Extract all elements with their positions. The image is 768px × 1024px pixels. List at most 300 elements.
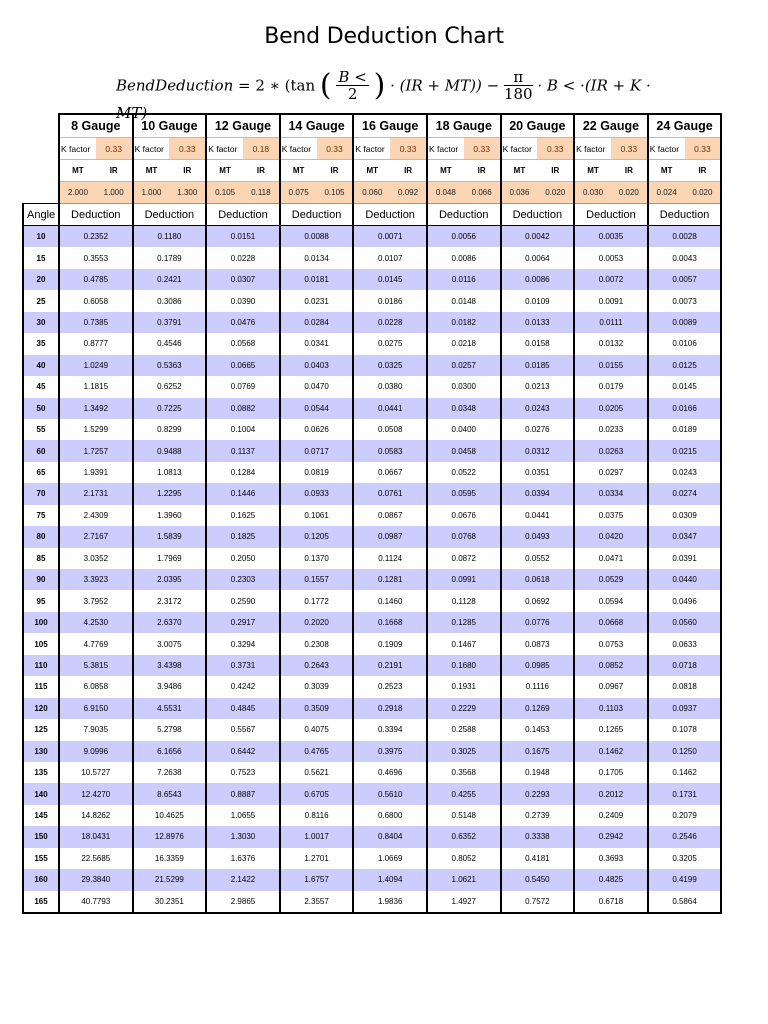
deduction-cell: 30.2351 — [133, 891, 207, 913]
angle-cell: 140 — [23, 783, 59, 804]
deduction-cell: 0.1446 — [206, 483, 280, 504]
deduction-cell: 0.0595 — [427, 483, 501, 504]
deduction-cell: 0.0667 — [353, 462, 427, 483]
deduction-cell: 2.7167 — [59, 526, 133, 547]
table-row — [23, 247, 721, 268]
deduction-cell: 0.3975 — [353, 741, 427, 762]
deduction-cell: 1.7969 — [133, 548, 207, 569]
deduction-cell: 0.0028 — [648, 226, 722, 248]
deduction-cell: 1.0249 — [59, 355, 133, 376]
formula-mid: · (IR + MT)) − — [390, 76, 500, 95]
deduction-cell: 0.0544 — [280, 398, 354, 419]
deduction-cell: 0.0493 — [501, 526, 575, 547]
deduction-cell: 2.9865 — [206, 891, 280, 913]
deduction-cell: 0.4199 — [648, 869, 722, 890]
deduction-cell: 0.8887 — [206, 783, 280, 804]
deduction-cell: 0.1731 — [648, 783, 722, 804]
deduction-cell: 0.9488 — [133, 440, 207, 461]
deduction-cell: 0.0071 — [353, 226, 427, 248]
mt-label: MT — [427, 160, 464, 182]
deduction-cell: 0.1557 — [280, 569, 354, 590]
deduction-cell: 0.7572 — [501, 891, 575, 913]
ir-value: 0.092 — [390, 182, 427, 204]
deduction-cell: 0.0134 — [280, 247, 354, 268]
deduction-cell: 3.3923 — [59, 569, 133, 590]
deduction-cell: 0.4255 — [427, 783, 501, 804]
deduction-cell: 1.2701 — [280, 848, 354, 869]
deduction-cell: 8.6543 — [133, 783, 207, 804]
mt-value: 0.105 — [206, 182, 243, 204]
mt-value: 1.000 — [133, 182, 170, 204]
deduction-cell: 0.0776 — [501, 612, 575, 633]
deduction-cell: 0.1909 — [353, 633, 427, 654]
deduction-cell: 1.4094 — [353, 869, 427, 890]
deduction-cell: 3.4398 — [133, 655, 207, 676]
deduction-cell: 0.2012 — [574, 783, 648, 804]
deduction-cell: 7.2638 — [133, 762, 207, 783]
deduction-cell: 0.0151 — [206, 226, 280, 248]
deduction-cell: 0.1789 — [133, 247, 207, 268]
ir-value: 0.020 — [685, 182, 722, 204]
mt-label: MT — [59, 160, 96, 182]
deduction-cell: 0.0818 — [648, 676, 722, 697]
deduction-cell: 0.0107 — [353, 247, 427, 268]
table-row — [23, 762, 721, 783]
kfactor-label: K factor — [574, 138, 611, 160]
kfactor-label: K factor — [59, 138, 96, 160]
kfactor-label: K factor — [427, 138, 464, 160]
deduction-cell: 0.1103 — [574, 698, 648, 719]
deduction-header: Deduction — [206, 204, 280, 226]
deduction-cell: 0.0676 — [427, 505, 501, 526]
angle-cell: 90 — [23, 569, 59, 590]
deduction-cell: 0.2303 — [206, 569, 280, 590]
angle-cell: 130 — [23, 741, 59, 762]
mt-value: 0.036 — [501, 182, 538, 204]
deduction-cell: 7.9035 — [59, 719, 133, 740]
deduction-cell: 0.3039 — [280, 676, 354, 697]
deduction-cell: 0.0309 — [648, 505, 722, 526]
mt-label: MT — [574, 160, 611, 182]
formula-fraction-1 — [336, 69, 368, 102]
formula-frac2-den: 180 — [503, 85, 533, 103]
table-row — [23, 741, 721, 762]
deduction-cell: 16.3359 — [133, 848, 207, 869]
deduction-cell: 0.2293 — [501, 783, 575, 804]
column-header-row — [23, 204, 721, 226]
deduction-cell: 0.0583 — [353, 440, 427, 461]
deduction-cell: 0.5363 — [133, 355, 207, 376]
deduction-cell: 0.0390 — [206, 290, 280, 311]
deduction-cell: 1.3960 — [133, 505, 207, 526]
deduction-cell: 3.0352 — [59, 548, 133, 569]
deduction-cell: 0.0116 — [427, 269, 501, 290]
deduction-cell: 0.1285 — [427, 612, 501, 633]
deduction-cell: 0.4696 — [353, 762, 427, 783]
deduction-cell: 2.6370 — [133, 612, 207, 633]
gauge-name: 14 Gauge — [280, 114, 354, 138]
deduction-cell: 0.0312 — [501, 440, 575, 461]
mt-value: 0.075 — [280, 182, 317, 204]
deduction-cell: 0.0420 — [574, 526, 648, 547]
gauge-name: 18 Gauge — [427, 114, 501, 138]
deduction-cell: 0.0064 — [501, 247, 575, 268]
deduction-cell: 4.7769 — [59, 633, 133, 654]
angle-cell: 70 — [23, 483, 59, 504]
deduction-cell: 0.2229 — [427, 698, 501, 719]
gauge-name: 24 Gauge — [648, 114, 722, 138]
deduction-cell: 0.2942 — [574, 826, 648, 847]
blank-corner — [23, 182, 59, 204]
kfactor-row — [23, 138, 721, 160]
deduction-cell: 0.0284 — [280, 312, 354, 333]
deduction-cell: 2.0395 — [133, 569, 207, 590]
mt-label: MT — [280, 160, 317, 182]
mt-label: MT — [501, 160, 538, 182]
mt-label: MT — [206, 160, 243, 182]
deduction-cell: 0.2643 — [280, 655, 354, 676]
angle-cell: 150 — [23, 826, 59, 847]
deduction-cell: 0.0133 — [501, 312, 575, 333]
mt-value: 0.024 — [648, 182, 685, 204]
deduction-cell: 0.5148 — [427, 805, 501, 826]
table-row — [23, 826, 721, 847]
deduction-cell: 0.0718 — [648, 655, 722, 676]
kfactor-value: 0.33 — [685, 138, 722, 160]
angle-cell: 105 — [23, 633, 59, 654]
deduction-cell: 0.0155 — [574, 355, 648, 376]
ir-label: IR — [537, 160, 574, 182]
deduction-cell: 0.0529 — [574, 569, 648, 590]
deduction-cell: 0.7385 — [59, 312, 133, 333]
table-row — [23, 505, 721, 526]
deduction-cell: 0.1462 — [574, 741, 648, 762]
angle-cell: 125 — [23, 719, 59, 740]
deduction-cell: 0.0761 — [353, 483, 427, 504]
blank-corner — [23, 160, 59, 182]
deduction-cell: 0.2918 — [353, 698, 427, 719]
deduction-cell: 9.0996 — [59, 741, 133, 762]
ir-value: 0.020 — [611, 182, 648, 204]
deduction-cell: 0.1004 — [206, 419, 280, 440]
deduction-cell: 0.0441 — [501, 505, 575, 526]
deduction-cell: 0.5864 — [648, 891, 722, 913]
deduction-cell: 0.1265 — [574, 719, 648, 740]
deduction-cell: 0.0375 — [574, 505, 648, 526]
deduction-cell: 0.0852 — [574, 655, 648, 676]
angle-cell: 80 — [23, 526, 59, 547]
deduction-cell: 0.0937 — [648, 698, 722, 719]
angle-header: Angle — [23, 204, 59, 226]
deduction-cell: 0.1370 — [280, 548, 354, 569]
gauge-header-row — [23, 114, 721, 138]
deduction-cell: 0.0717 — [280, 440, 354, 461]
deduction-cell: 0.0626 — [280, 419, 354, 440]
table-row — [23, 333, 721, 354]
deduction-cell: 0.1705 — [574, 762, 648, 783]
mt-ir-label-row — [23, 160, 721, 182]
deduction-header: Deduction — [574, 204, 648, 226]
deduction-cell: 0.1948 — [501, 762, 575, 783]
deduction-cell: 0.0186 — [353, 290, 427, 311]
deduction-cell: 0.4785 — [59, 269, 133, 290]
formula-open-paren: ( — [319, 68, 332, 103]
deduction-cell: 0.2546 — [648, 826, 722, 847]
deduction-cell: 6.9150 — [59, 698, 133, 719]
deduction-cell: 0.0218 — [427, 333, 501, 354]
table-row — [23, 548, 721, 569]
formula-lhs: BendDeduction — [116, 76, 234, 95]
ir-value: 0.066 — [464, 182, 501, 204]
mt-value: 0.030 — [574, 182, 611, 204]
deduction-cell: 1.6757 — [280, 869, 354, 890]
ir-label: IR — [243, 160, 280, 182]
deduction-cell: 1.2295 — [133, 483, 207, 504]
table-row — [23, 419, 721, 440]
deduction-cell: 0.0753 — [574, 633, 648, 654]
deduction-cell: 0.4546 — [133, 333, 207, 354]
deduction-header: Deduction — [427, 204, 501, 226]
angle-cell: 40 — [23, 355, 59, 376]
deduction-cell: 0.1772 — [280, 590, 354, 611]
table-row — [23, 805, 721, 826]
formula-tail: · B < ·(IR + K · MT) — [116, 76, 651, 122]
deduction-cell: 0.3025 — [427, 741, 501, 762]
deduction-cell: 0.0882 — [206, 398, 280, 419]
angle-cell: 30 — [23, 312, 59, 333]
deduction-cell: 0.0552 — [501, 548, 575, 569]
formula-eq: = 2 ∗ (tan — [238, 76, 316, 95]
deduction-cell: 0.0057 — [648, 269, 722, 290]
deduction-cell: 0.0106 — [648, 333, 722, 354]
ir-label: IR — [464, 160, 501, 182]
deduction-cell: 0.0215 — [648, 440, 722, 461]
deduction-cell: 0.1284 — [206, 462, 280, 483]
deduction-cell: 3.7952 — [59, 590, 133, 611]
gauge-name: 12 Gauge — [206, 114, 280, 138]
deduction-cell: 0.0325 — [353, 355, 427, 376]
deduction-cell: 0.0276 — [501, 419, 575, 440]
deduction-cell: 0.0148 — [427, 290, 501, 311]
deduction-cell: 0.7225 — [133, 398, 207, 419]
deduction-cell: 0.1675 — [501, 741, 575, 762]
table-row — [23, 226, 721, 248]
deduction-cell: 0.0873 — [501, 633, 575, 654]
deduction-cell: 0.3086 — [133, 290, 207, 311]
table-row — [23, 526, 721, 547]
deduction-cell: 0.6718 — [574, 891, 648, 913]
deduction-cell: 0.1250 — [648, 741, 722, 762]
deduction-cell: 0.2308 — [280, 633, 354, 654]
deduction-cell: 3.0075 — [133, 633, 207, 654]
deduction-cell: 0.0351 — [501, 462, 575, 483]
deduction-cell: 0.2523 — [353, 676, 427, 697]
deduction-cell: 0.0088 — [280, 226, 354, 248]
kfactor-label: K factor — [353, 138, 390, 160]
ir-value: 1.300 — [169, 182, 206, 204]
angle-cell: 85 — [23, 548, 59, 569]
angle-cell: 45 — [23, 376, 59, 397]
deduction-cell: 0.0145 — [648, 376, 722, 397]
deduction-cell: 0.1269 — [501, 698, 575, 719]
deduction-cell: 0.0228 — [353, 312, 427, 333]
deduction-cell: 0.0470 — [280, 376, 354, 397]
kfactor-value: 0.33 — [611, 138, 648, 160]
kfactor-label: K factor — [280, 138, 317, 160]
deduction-cell: 0.7523 — [206, 762, 280, 783]
deduction-cell: 0.0089 — [648, 312, 722, 333]
deduction-cell: 0.6800 — [353, 805, 427, 826]
kfactor-label: K factor — [501, 138, 538, 160]
mt-value: 0.060 — [353, 182, 390, 204]
deduction-cell: 0.0400 — [427, 419, 501, 440]
deduction-cell: 0.2191 — [353, 655, 427, 676]
deduction-cell: 0.0508 — [353, 419, 427, 440]
deduction-cell: 0.0158 — [501, 333, 575, 354]
deduction-cell: 0.4075 — [280, 719, 354, 740]
deduction-cell: 0.4242 — [206, 676, 280, 697]
deduction-header: Deduction — [133, 204, 207, 226]
deduction-cell: 2.1731 — [59, 483, 133, 504]
formula-frac1-den: 2 — [347, 85, 358, 103]
deduction-cell: 0.0042 — [501, 226, 575, 248]
deduction-cell: 0.2050 — [206, 548, 280, 569]
deduction-cell: 0.0441 — [353, 398, 427, 419]
deduction-cell: 0.0394 — [501, 483, 575, 504]
deduction-cell: 1.9391 — [59, 462, 133, 483]
angle-cell: 100 — [23, 612, 59, 633]
deduction-cell: 0.3294 — [206, 633, 280, 654]
deduction-cell: 0.0768 — [427, 526, 501, 547]
deduction-cell: 0.1061 — [280, 505, 354, 526]
deduction-cell: 0.1625 — [206, 505, 280, 526]
deduction-cell: 1.3030 — [206, 826, 280, 847]
angle-cell: 15 — [23, 247, 59, 268]
deduction-cell: 1.7257 — [59, 440, 133, 461]
kfactor-value: 0.33 — [464, 138, 501, 160]
deduction-cell: 0.0334 — [574, 483, 648, 504]
kfactor-value: 0.33 — [169, 138, 206, 160]
deduction-cell: 0.0072 — [574, 269, 648, 290]
deduction-cell: 0.0297 — [574, 462, 648, 483]
deduction-cell: 12.8976 — [133, 826, 207, 847]
ir-value: 0.118 — [243, 182, 280, 204]
kfactor-value: 0.33 — [537, 138, 574, 160]
deduction-cell: 0.0274 — [648, 483, 722, 504]
deduction-cell: 0.0056 — [427, 226, 501, 248]
deduction-cell: 0.0380 — [353, 376, 427, 397]
table-row — [23, 269, 721, 290]
deduction-header: Deduction — [280, 204, 354, 226]
deduction-cell: 0.0347 — [648, 526, 722, 547]
deduction-cell: 2.1422 — [206, 869, 280, 890]
deduction-cell: 4.5531 — [133, 698, 207, 719]
deduction-cell: 0.4765 — [280, 741, 354, 762]
ir-label: IR — [169, 160, 206, 182]
blank-corner — [23, 138, 59, 160]
deduction-cell: 0.0769 — [206, 376, 280, 397]
ir-label: IR — [685, 160, 722, 182]
deduction-cell: 0.0233 — [574, 419, 648, 440]
deduction-cell: 0.0179 — [574, 376, 648, 397]
angle-cell: 20 — [23, 269, 59, 290]
deduction-cell: 0.5621 — [280, 762, 354, 783]
mt-label: MT — [353, 160, 390, 182]
angle-cell: 115 — [23, 676, 59, 697]
angle-cell: 10 — [23, 226, 59, 248]
deduction-cell: 0.0348 — [427, 398, 501, 419]
deduction-cell: 0.0205 — [574, 398, 648, 419]
deduction-cell: 0.0403 — [280, 355, 354, 376]
formula-close-paren: ) — [373, 68, 386, 103]
deduction-cell: 0.0086 — [427, 247, 501, 268]
formula-frac2-num: π — [504, 69, 533, 86]
deduction-cell: 0.0132 — [574, 333, 648, 354]
deduction-cell: 0.1128 — [427, 590, 501, 611]
deduction-cell: 12.4270 — [59, 783, 133, 804]
deduction-cell: 0.0243 — [501, 398, 575, 419]
deduction-cell: 0.1205 — [280, 526, 354, 547]
deduction-cell: 0.0145 — [353, 269, 427, 290]
angle-cell: 65 — [23, 462, 59, 483]
deduction-cell: 0.0073 — [648, 290, 722, 311]
deduction-cell: 2.3172 — [133, 590, 207, 611]
deduction-cell: 0.2588 — [427, 719, 501, 740]
deduction-cell: 0.1680 — [427, 655, 501, 676]
deduction-cell: 0.1453 — [501, 719, 575, 740]
angle-cell: 145 — [23, 805, 59, 826]
deduction-cell: 0.3693 — [574, 848, 648, 869]
deduction-cell: 1.6376 — [206, 848, 280, 869]
deduction-cell: 0.0109 — [501, 290, 575, 311]
deduction-cell: 2.4309 — [59, 505, 133, 526]
deduction-cell: 1.0655 — [206, 805, 280, 826]
table-row — [23, 398, 721, 419]
deduction-header: Deduction — [59, 204, 133, 226]
deduction-cell: 0.2421 — [133, 269, 207, 290]
ir-value: 0.105 — [317, 182, 354, 204]
deduction-cell: 1.9836 — [353, 891, 427, 913]
kfactor-label: K factor — [648, 138, 685, 160]
deduction-cell: 0.0872 — [427, 548, 501, 569]
deduction-cell: 0.4825 — [574, 869, 648, 890]
table-row — [23, 676, 721, 697]
angle-cell: 55 — [23, 419, 59, 440]
gauge-name: 10 Gauge — [133, 114, 207, 138]
deduction-cell: 5.2798 — [133, 719, 207, 740]
gauge-name: 22 Gauge — [574, 114, 648, 138]
deduction-cell: 0.0213 — [501, 376, 575, 397]
table-row — [23, 783, 721, 804]
deduction-cell: 0.0341 — [280, 333, 354, 354]
deduction-cell: 5.3815 — [59, 655, 133, 676]
mt-ir-value-row — [23, 182, 721, 204]
deduction-cell: 0.2020 — [280, 612, 354, 633]
table-row — [23, 483, 721, 504]
kfactor-value: 0.33 — [317, 138, 354, 160]
table-row — [23, 290, 721, 311]
deduction-cell: 1.0813 — [133, 462, 207, 483]
deduction-cell: 0.0091 — [574, 290, 648, 311]
deduction-cell: 0.1931 — [427, 676, 501, 697]
angle-cell: 75 — [23, 505, 59, 526]
deduction-cell: 0.0086 — [501, 269, 575, 290]
deduction-cell: 0.5450 — [501, 869, 575, 890]
table-row — [23, 355, 721, 376]
mt-label: MT — [133, 160, 170, 182]
blank-corner — [23, 114, 59, 138]
table-row — [23, 590, 721, 611]
